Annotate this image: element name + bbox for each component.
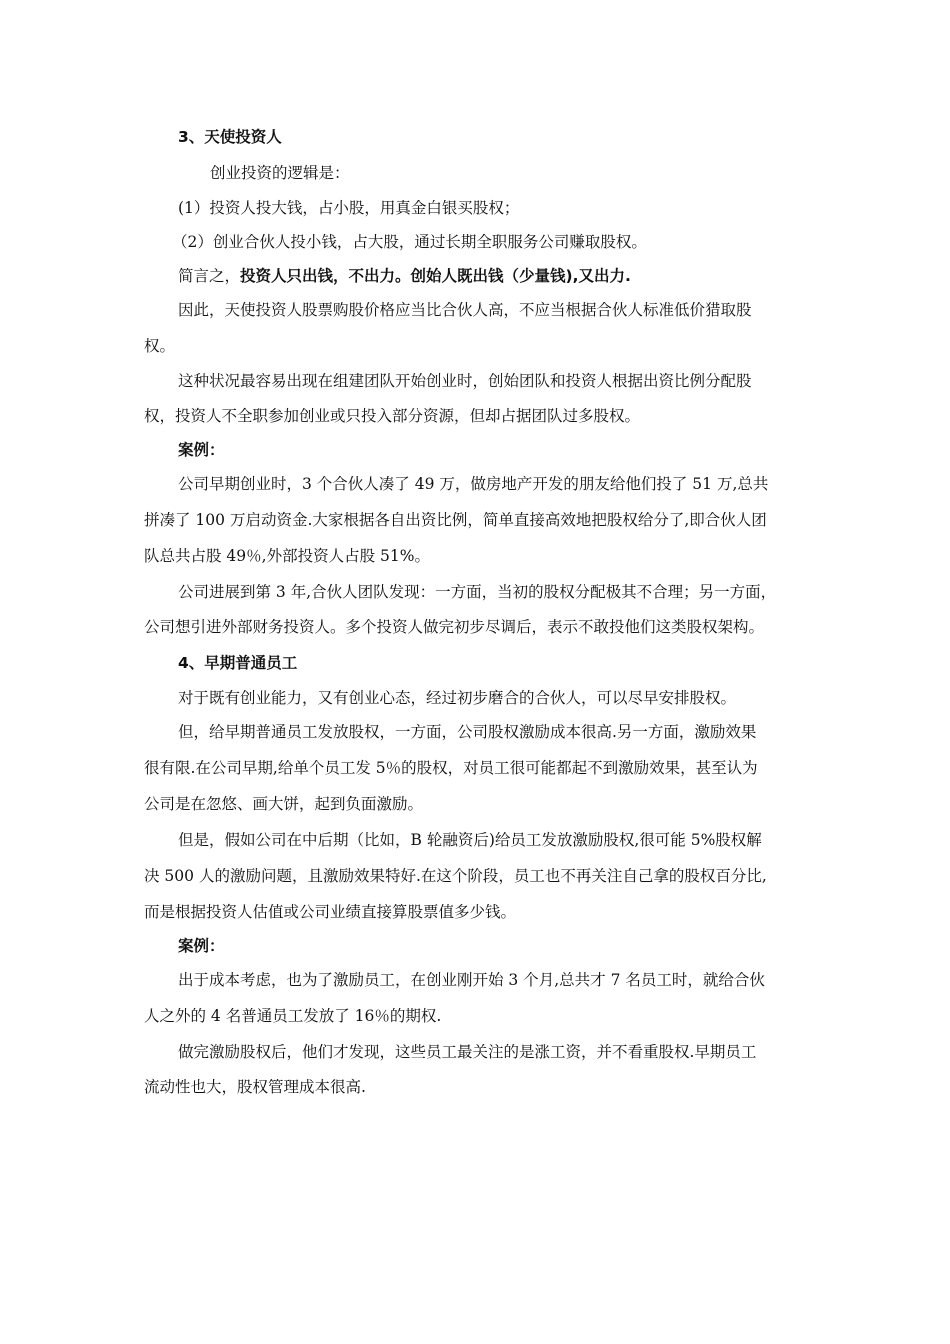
section-3-case-1-line-1: 公司早期创业时，3 个合伙人凑了 49 万，做房地产开发的朋友给他们投了 51 万,总共	[178, 475, 769, 493]
section-3-case-label: 案例：	[178, 441, 225, 459]
section-3-case-1-line-2: 拼凑了 100 万启动资金.大家根据各自出资比例，简单直接高效地把股权给分了,即合伙人团	[144, 511, 767, 529]
section-4-case-1-line-2: 人之外的 4 名普通员工发放了 16％的期权.	[144, 1007, 442, 1025]
section-4-case-1-line-1: 出于成本考虑，也为了激励员工，在创业刚开始 3 个月,总共才 7 名员工时，就给合伙	[178, 971, 765, 989]
section-4-paragraph-3-line-2: 决 500 人的激励问题，且激励效果特好.在这个阶段，员工也不再关注自己拿的股权百分比,	[144, 867, 767, 885]
section-4-paragraph-2-line-1: 但，给早期普通员工发放股权，一方面，公司股权激励成本很高.另一方面，激励效果	[178, 723, 757, 741]
section-4-paragraph-2-line-2: 很有限.在公司早期,给单个员工发 5％的股权，对员工很可能都起不到激励效果，甚至认为	[144, 759, 758, 777]
section-4-case-2-line-2: 流动性也大，股权管理成本很高.	[144, 1078, 366, 1096]
section-3-paragraph-2-line-2: 权，投资人不全职参加创业或只投入部分资源，但却占据团队过多股权。	[144, 407, 641, 425]
section-4-case-label: 案例：	[178, 937, 225, 955]
section-3-heading: 3、天使投资人	[178, 128, 282, 146]
section-3-intro: 创业投资的逻辑是：	[210, 164, 350, 182]
section-4-paragraph-3-line-3: 而是根据投资人估值或公司业绩直接算股票值多少钱。	[144, 903, 517, 921]
section-3-summary	[178, 266, 631, 286]
summary-prefix: 简言之，	[178, 267, 241, 285]
summary-bold: 投资人只出钱，不出力。创始人既出钱（少量钱),又出力.	[240, 267, 631, 285]
section-4-paragraph-3-line-1: 但是，假如公司在中后期（比如，B 轮融资后)给员工发放激励股权,很可能 5%股权解	[178, 831, 762, 849]
section-3-case-1-line-3: 队总共占股 49％,外部投资人占股 51%。	[144, 547, 430, 565]
section-4-heading: 4、早期普通员工	[178, 654, 298, 672]
section-3-point-2: （2）创业合伙人投小钱，占大股，通过长期全职服务公司赚取股权。	[172, 233, 647, 251]
section-3-paragraph-1-line-1: 因此，天使投资人股票购股价格应当比合伙人高，不应当根据合伙人标准低价猎取股	[178, 301, 752, 319]
section-4-paragraph-1: 对于既有创业能力，又有创业心态，经过初步磨合的合伙人，可以尽早安排股权。	[178, 689, 737, 707]
section-4-paragraph-2-line-3: 公司是在忽悠、画大饼，起到负面激励。	[144, 795, 424, 813]
section-3-paragraph-1-line-2: 权。	[144, 337, 176, 355]
section-4-case-2-line-1: 做完激励股权后，他们才发现，这些员工最关注的是涨工资，并不看重股权.早期员工	[178, 1043, 757, 1061]
section-3-point-1: (1）投资人投大钱，占小股，用真金白银买股权；	[178, 199, 520, 217]
section-3-case-2-line-2: 公司想引进外部财务投资人。多个投资人做完初步尽调后，表示不敢投他们这类股权架构。	[144, 618, 765, 636]
section-3-paragraph-2-line-1: 这种状况最容易出现在组建团队开始创业时，创始团队和投资人根据出资比例分配股	[178, 372, 752, 390]
section-3-case-2-line-1: 公司进展到第 3 年,合伙人团队发现：一方面，当初的股权分配极其不合理；另一方面，	[178, 583, 777, 601]
